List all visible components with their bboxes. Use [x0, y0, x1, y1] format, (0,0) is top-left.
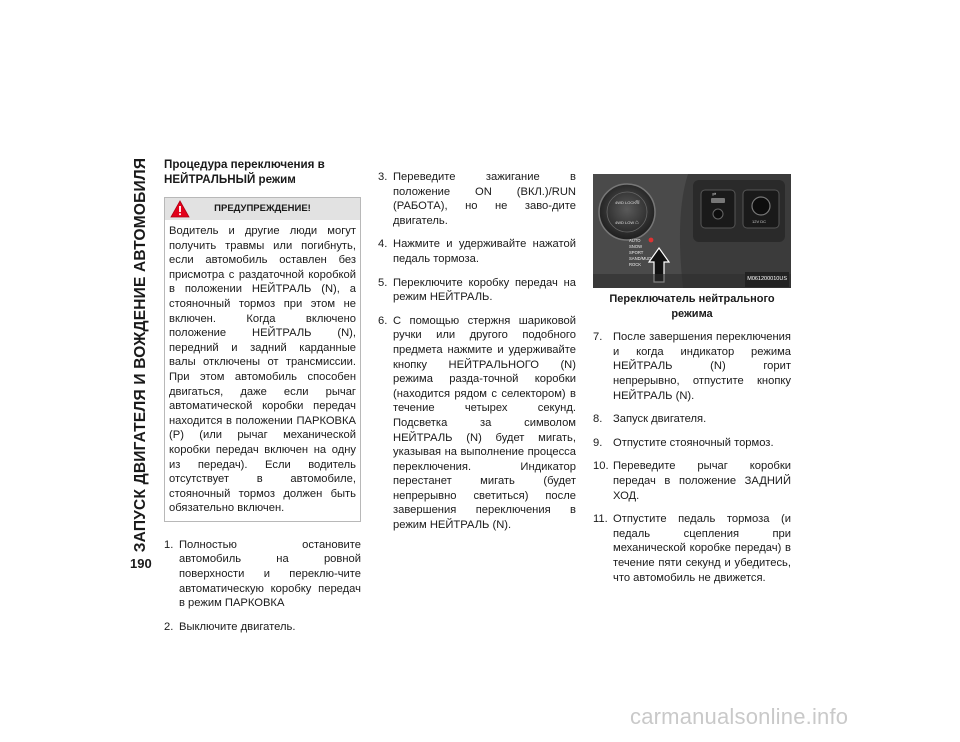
step-number: 11.	[593, 513, 608, 526]
figure-code: M061200010US	[745, 272, 789, 287]
step-text: Отпустите стояночный тормоз.	[613, 436, 774, 449]
mode-label: ROCK	[629, 262, 642, 267]
warning-text: Водитель и другие люди могут получить травмы или погибнуть, если автомобиль оставлен без присмотра с раздаточной коробкой в положении НЕЙТРАЛЬ (N), а стояночный тормоз при этом не включен. Когда включено положение НЕЙТРАЛЬ (N), передний и задний карданные валы отключены от трансмиссии. При этом автомобиль способен двигаться, даже если рычаг автоматической коробки передач находится в положении ПАРКОВКА (P) (или рычаг механической коробки передач включен на одну из передач). Если водитель отсутствует в автомобиле, стояночный тормоз должен быть обязательно включен.	[169, 225, 356, 515]
step-item	[378, 314, 576, 533]
step-item	[593, 459, 791, 503]
step-text: Отпустите педаль тормоза (и педаль сцепления при механической коробке передач) в течение пяти секунд и убедитесь, что автомобиль не движется.	[613, 513, 791, 584]
step-number: 3.	[378, 171, 388, 183]
column-3	[593, 174, 791, 594]
warning-title: ПРЕДУПРЕЖДЕНИЕ!	[214, 202, 311, 214]
neutral-switch-photo	[593, 174, 791, 288]
aux-port	[713, 209, 723, 219]
step-item	[378, 276, 576, 305]
usb-port	[711, 198, 725, 203]
step-item	[593, 512, 791, 585]
step-item	[593, 330, 791, 403]
step-number: 6.	[378, 314, 388, 327]
label-12v: 12V DC	[752, 219, 767, 224]
step-item	[164, 538, 361, 611]
step-number: 10.	[593, 460, 609, 473]
mode-label: AUTO	[629, 238, 641, 243]
usb-icon: ⇌	[712, 192, 717, 198]
console-illustration	[593, 174, 791, 288]
section-heading: Процедура переключения в НЕЙТРАЛЬНЫЙ режим	[164, 158, 325, 186]
step-number: 9.	[593, 436, 603, 449]
section-title-text: ЗАПУСК ДВИГАТЕЛЯ И ВОЖДЕНИЕ АВТОМОБИЛЯ	[132, 157, 149, 553]
warning-triangle-icon	[170, 200, 190, 218]
tire-symbol-icon: ≋	[635, 200, 641, 206]
step-item	[593, 412, 791, 427]
page-number: 190	[130, 556, 152, 571]
step-text: Полностью остановите автомобиль на ровной поверхности и переклю-чите автоматическую коробку передач в режим ПАРКОВКА	[179, 538, 361, 610]
neutral-button	[649, 238, 654, 243]
step-text: Переведите рычаг коробки передач в положение ЗАДНИЙ ХОД.	[613, 460, 791, 502]
step-text: Переключите коробку передач на режим НЕЙТРАЛЬ.	[393, 276, 576, 304]
watermark: carmanualsonline.info	[630, 704, 849, 729]
step-number: 4.	[378, 238, 388, 251]
mode-label: SNOW	[629, 244, 643, 249]
figure-caption: Переключатель нейтрального режима	[609, 293, 775, 320]
step-item	[164, 620, 361, 635]
step-number: 2.	[164, 620, 174, 633]
hill-symbol-icon: ⌂	[635, 220, 639, 226]
warning-box	[164, 197, 361, 522]
step-item	[378, 237, 576, 266]
column-1	[164, 158, 361, 643]
column-2	[378, 170, 576, 542]
section-side-title	[128, 157, 154, 553]
step-text: Нажмите и удерживайте нажатой педаль тормоза.	[393, 238, 576, 265]
label-4wd-lock: 4WD LOCK	[615, 200, 636, 205]
step-text: С помощью стержня шариковой ручки или другого подобного предмета нажмите и удерживайте кнопку НЕЙТРАЛЬНОГО (N) режима разда-точной коробки (находится рядом с селектором) в течение четырех секунд. Подсветка за символом НЕЙТРАЛЬ (N) будет мигать, указывая на выполнение процесса переключения. Индикатор перестанет мигать (будет непрерывно светиться) после завершения переключения в режим НЕЙТРАЛЬ (N).	[393, 314, 576, 532]
step-text: Запуск двигателя.	[613, 413, 707, 426]
step-number: 7.	[593, 331, 603, 344]
power-outlet	[752, 197, 770, 215]
mode-label: SAND/MUD	[629, 256, 652, 261]
label-4wd-low: 4WD LOW	[615, 220, 635, 225]
step-number: 5.	[378, 276, 388, 289]
step-text: После завершения переключения и когда индикатор режима НЕЙТРАЛЬ (N) горит непрерывно, отпустите кнопку НЕЙТРАЛЬ (N).	[613, 331, 791, 402]
mode-label: SPORT	[629, 250, 644, 255]
step-item	[378, 170, 576, 228]
step-item	[593, 436, 791, 451]
step-number: 8.	[593, 413, 603, 426]
warning-header	[165, 198, 360, 220]
step-number: 1.	[164, 538, 174, 551]
step-text: Выключите двигатель.	[179, 620, 296, 633]
step-text: Переведите зажигание в положение ON (ВКЛ.)/RUN (РАБОТА), но не заво-дите двигатель.	[393, 171, 576, 227]
